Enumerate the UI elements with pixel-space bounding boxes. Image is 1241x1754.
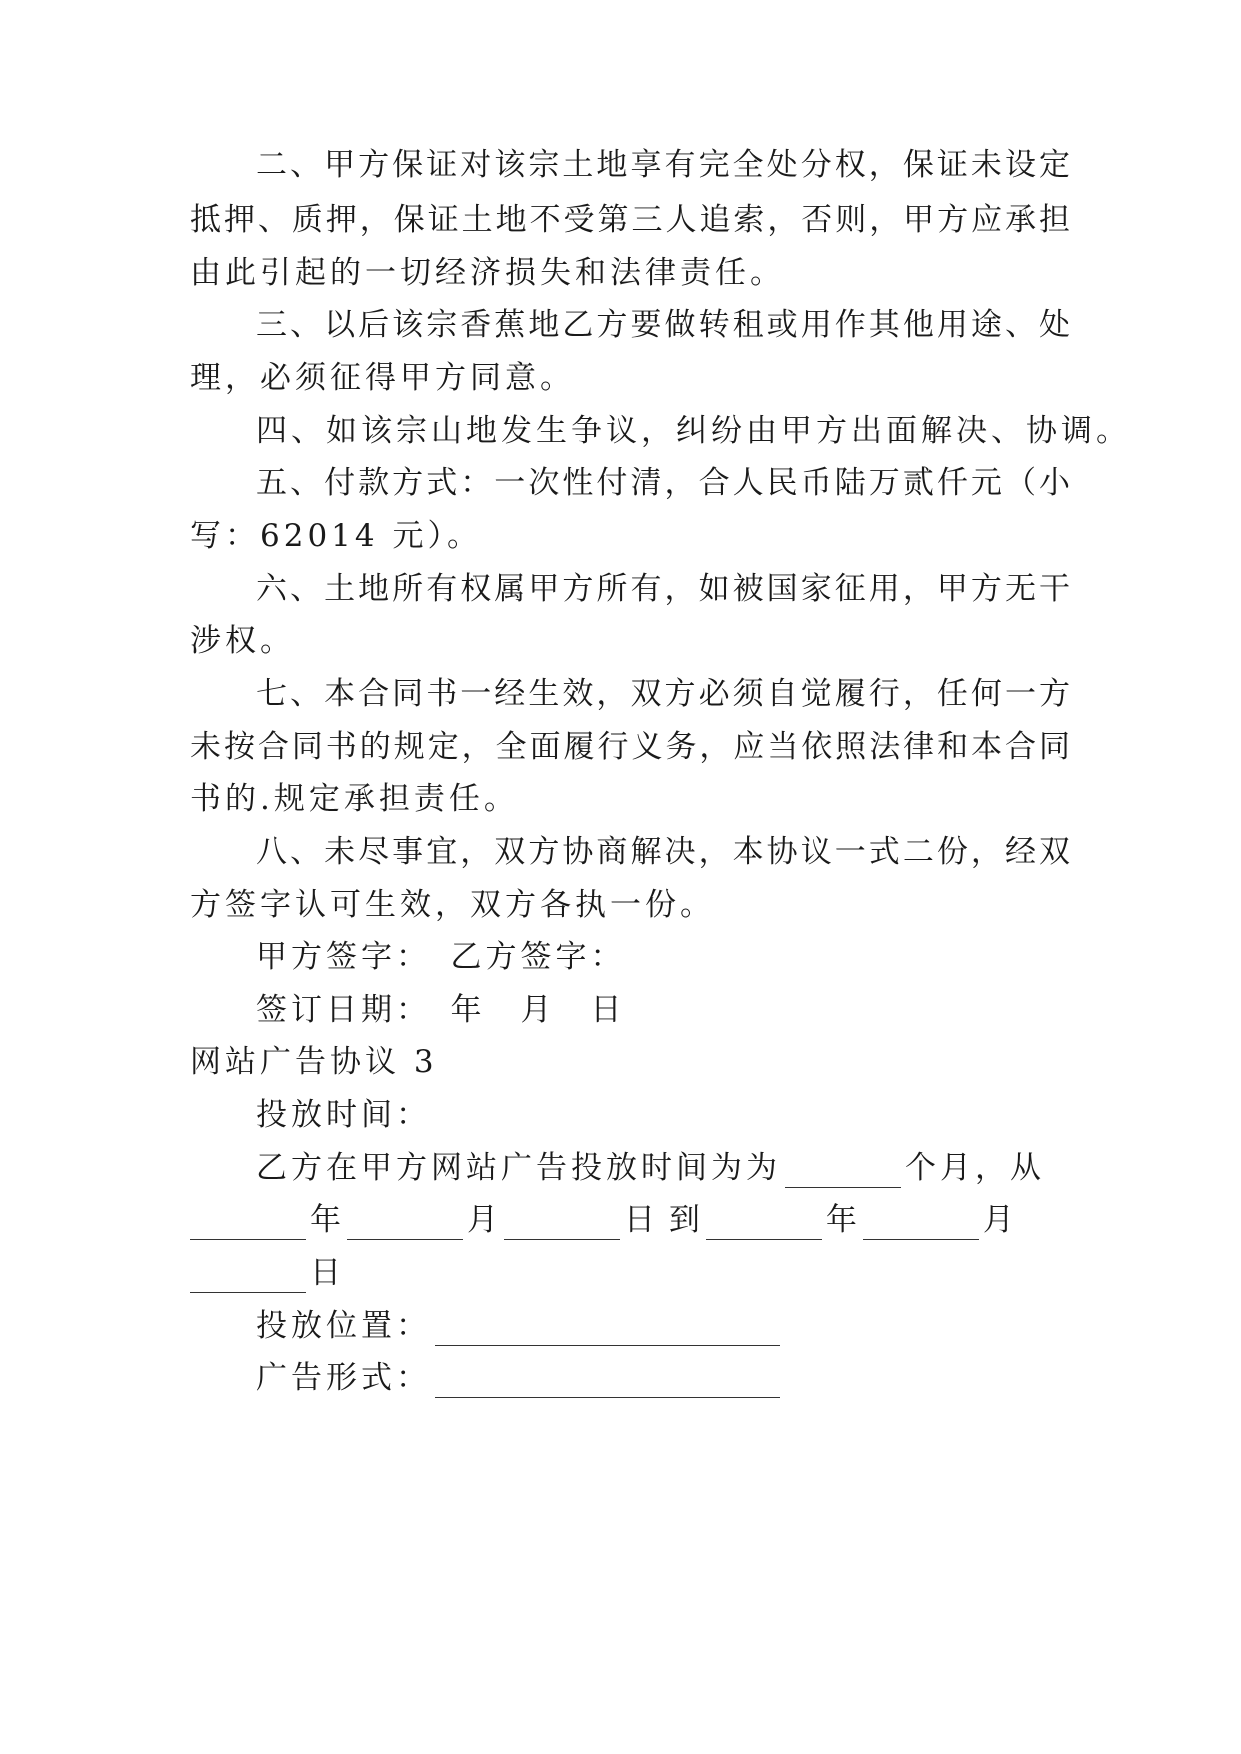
clause-5-line-2: 写：62014 元）。 <box>190 518 482 554</box>
ad-form-line <box>256 1358 1070 1398</box>
clause-4-line-1: 四、如该宗山地发生争议，纠纷由甲方出面解决、协调。 <box>256 413 1131 449</box>
placement-time-label: 投放时间： <box>256 1097 431 1133</box>
start-day-blank[interactable] <box>504 1207 620 1240</box>
clause-8-line-2: 方签字认可生效，双方各执一份。 <box>190 887 715 923</box>
schedule-prefix: 乙方在甲方网站广告投放时间为为 <box>256 1150 781 1186</box>
clause-8-line-1: 八、未尽事宜，双方协商解决，本协议一式二份，经双 <box>256 834 1070 870</box>
start-month-blank[interactable] <box>347 1207 463 1240</box>
end-year-blank[interactable] <box>706 1207 822 1240</box>
month-label: 月 <box>467 1202 500 1238</box>
signing-date-line: 签订日期： 年 月 日 <box>256 992 626 1028</box>
placement-position-blank[interactable] <box>435 1313 780 1346</box>
start-year-blank[interactable] <box>190 1207 306 1240</box>
year-label: 年 <box>310 1202 343 1238</box>
day-to-label: 日 到 <box>624 1202 702 1238</box>
schedule-line-3 <box>190 1253 1070 1293</box>
placement-position-line <box>256 1306 1070 1346</box>
clause-6-line-2: 涉权。 <box>190 623 295 659</box>
clause-2-line-3: 由此引起的一切经济损失和法律责任。 <box>190 255 785 291</box>
clause-7-line-3: 书的.规定承担责任。 <box>190 781 519 817</box>
end-day-blank[interactable] <box>190 1260 306 1293</box>
signature-line: 甲方签字： 乙方签字： <box>256 939 626 975</box>
months-blank[interactable] <box>785 1155 901 1188</box>
clause-3-line-1: 三、以后该宗香蕉地乙方要做转租或用作其他用途、处 <box>256 307 1070 343</box>
clause-7-line-2: 未按合同书的规定，全面履行义务，应当依照法律和本合同 <box>190 729 1070 765</box>
end-month-blank[interactable] <box>863 1207 979 1240</box>
schedule-line-1 <box>256 1148 1070 1188</box>
clause-2-line-2: 抵押、质押，保证土地不受第三人追索，否则，甲方应承担 <box>190 202 1070 238</box>
clause-7-line-1: 七、本合同书一经生效，双方必须自觉履行，任何一方 <box>256 676 1070 712</box>
ad-form-blank[interactable] <box>435 1365 780 1398</box>
clause-5-line-1: 五、付款方式：一次性付清，合人民币陆万贰仟元（小 <box>256 465 1070 501</box>
section-heading: 网站广告协议 3 <box>190 1044 438 1080</box>
schedule-line-2 <box>190 1200 1070 1240</box>
month-label-2: 月 <box>982 1202 1016 1238</box>
day-label: 日 <box>310 1255 345 1291</box>
ad-form-label: 广告形式： <box>256 1360 431 1396</box>
clause-2-line-1: 二、甲方保证对该宗土地享有完全处分权，保证未设定 <box>256 147 1070 183</box>
year-label-2: 年 <box>825 1202 859 1238</box>
clause-6-line-1: 六、土地所有权属甲方所有，如被国家征用，甲方无干 <box>256 571 1070 607</box>
clause-3-line-2: 理，必须征得甲方同意。 <box>190 360 575 396</box>
schedule-months-suffix: 个月，从 <box>905 1150 1045 1186</box>
placement-position-label: 投放位置： <box>256 1308 431 1344</box>
